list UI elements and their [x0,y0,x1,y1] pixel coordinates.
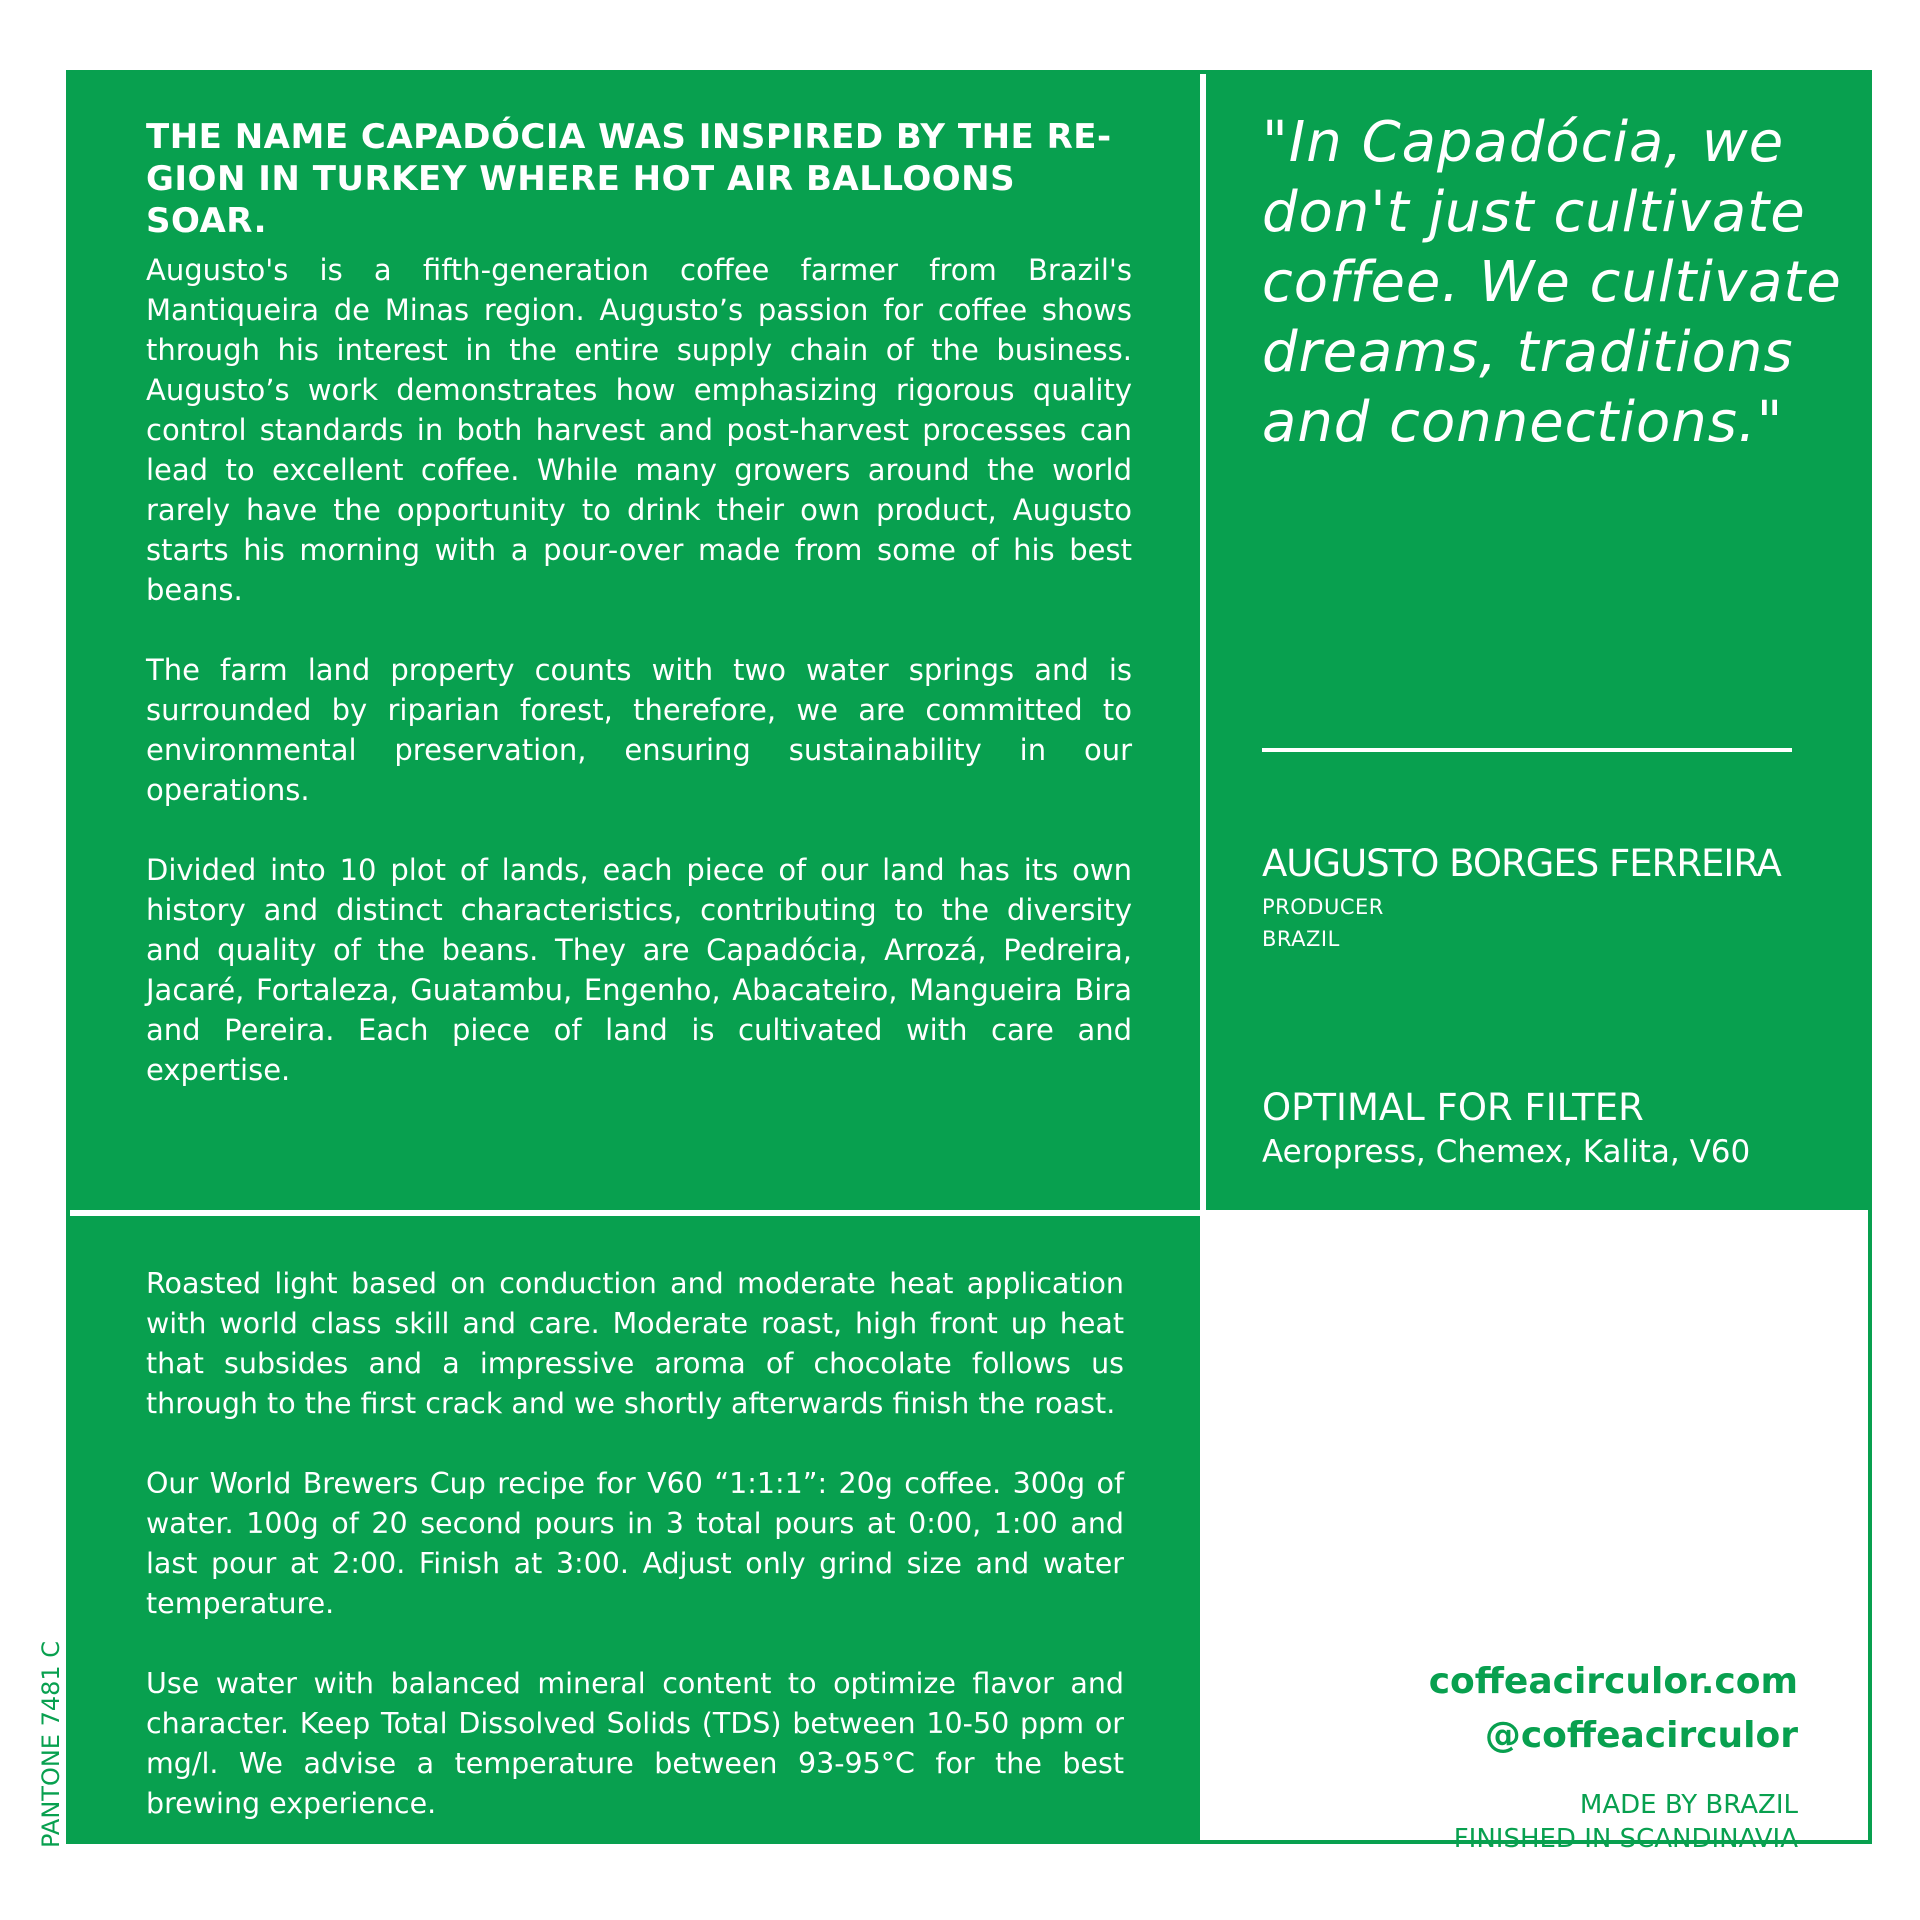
social-handle-link[interactable]: @coffeacirculor [1484,1715,1798,1756]
producer-role: PRODUCER [1262,895,1384,919]
story-title: THE NAME CAPADÓCIA WAS INSPIRED BY THE RE-GION IN TURKEY WHERE HOT AIR BALLOONS SOAR. [146,117,1112,241]
quote-divider [1262,748,1792,752]
origin-note: MADE BY BRAZIL [1579,1790,1798,1820]
brewing-methods: Aeropress, Chemex, Kalita, V60 [1262,1134,1751,1170]
finishing-note: FINISHED IN SCANDINAVIA [1453,1824,1798,1854]
brewing-title: OPTIMAL FOR FILTER [1262,1086,1644,1129]
label-frame [66,70,1872,1854]
roast-paragraph-water: Use water with balanced mineral content to optimize flavor and character. Keep Total Dissolved Solids (TDS) between 10-50 ppm or mg/l. We advise a temperature between 93-95°C for the best brewing experience. [146,1667,1124,1820]
roast-paragraph-recipe: Our World Brewers Cup recipe for V60 “1:1:1”: 20g coffee. 300g of water. 100g of 20 second pours in 3 total pours at 0:00, 1:00 and last pour at 2:00. Finish at 3:00. Adjust only grind size and water temperature. [146,1467,1124,1620]
story-body [146,250,1132,1130]
grid-divider-vertical [1200,74,1206,1840]
contact-panel [1206,1216,1868,1854]
pantone-color-code: PANTONE 7481 C [37,1640,65,1848]
roast-body [146,1264,1124,1864]
story-panel [70,74,1200,1210]
grid-divider-horizontal [70,1210,1868,1216]
producer-quote: "In Capadócia, we don't just cultivate coffee. We cultivate dreams, traditions and connections." [1262,110,1842,455]
website-link[interactable]: coffeacirculor.com [1428,1661,1798,1702]
roast-paragraph-profile: Roasted light based on conduction and moderate heat application with world class skill and care. Moderate roast, high front up heat that subsides and a impressive aroma of chocolate follows us through to the first crack and we shortly afterwards finish the roast. [146,1267,1124,1420]
roast-panel [70,1216,1200,1840]
story-paragraph-plots: Divided into 10 plot of lands, each piece of our land has its own history and distinct characteristics, contributing to the diversity and quality of the beans. They are Capadócia, Arrozá, Pedreira, Jacaré, Fortaleza, Guatambu, Engenho, Abacateiro, Mangueira Bira and Pereira. Each piece of land is cultivated with care and expertise. [146,853,1132,1087]
story-paragraph-environment: The farm land property counts with two water springs and is surrounded by riparian forest, therefore, we are committed to environmental preservation, ensuring sustainability in our operations. [146,653,1132,807]
producer-name: AUGUSTO BORGES FERREIRA [1262,842,1781,885]
quote-panel [1206,74,1868,1210]
producer-country: BRAZIL [1262,927,1340,951]
story-paragraph-heritage: Augusto's is a fifth-generation coffee farmer from Brazil's Mantiqueira de Minas region. Augusto’s passion for coffee shows through his interest in the entire supply chain of the business. Augusto’s work demonstrates how emphasizing rigorous quality control standards in both harvest and post-harvest processes can lead to excellent coffee. While many growers around the world rarely have the opportunity to drink their own product, Augusto starts his morning with a pour-over made from some of his best beans. [146,253,1132,607]
